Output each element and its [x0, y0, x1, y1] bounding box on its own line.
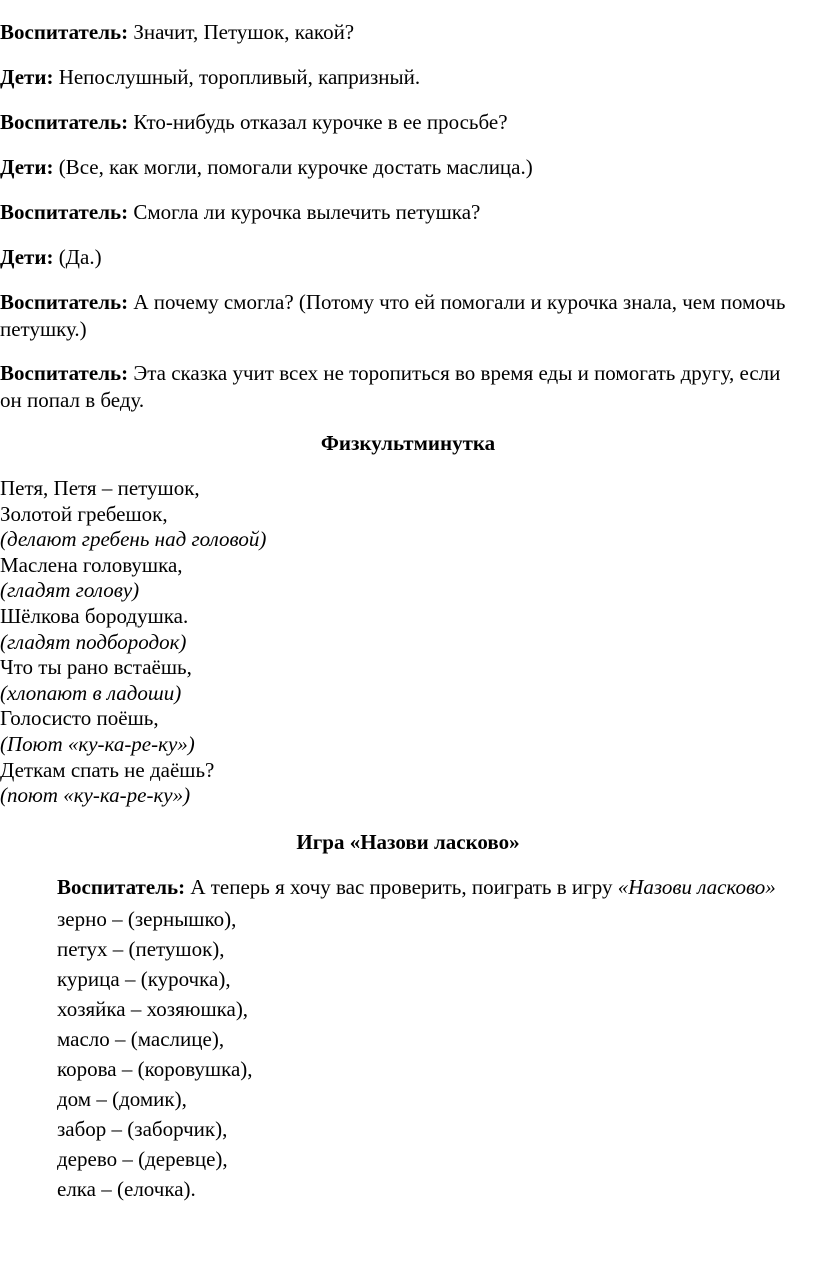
poem-line: Голосисто поёшь,	[0, 706, 159, 731]
speaker-label: Дети:	[0, 65, 54, 89]
section-heading-game: Игра «Назови ласково»	[296, 830, 520, 854]
dialogue-line	[0, 154, 800, 181]
dialogue-text: (Все, как могли, помогали курочке достать маслица.)	[53, 155, 533, 179]
poem-action-line: (гладят подбородок)	[0, 629, 187, 654]
word-item: зерно – (зернышко),	[57, 907, 237, 931]
dialogue-text: Непослушный, торопливый, капризный.	[53, 65, 421, 89]
poem-action-line: (гладят голову)	[0, 578, 140, 603]
poem-line: Что ты рано встаёшь,	[0, 655, 192, 680]
speaker-label: Воспитатель:	[0, 290, 129, 314]
dialogue-line	[0, 19, 800, 46]
dialogue-text: Значит, Петушок, какой?	[128, 20, 355, 44]
section-heading-fizkult: Физкультминутка	[320, 431, 496, 455]
dialogue-line	[0, 64, 800, 91]
poem-line: Шёлкова бородушка.	[0, 603, 189, 628]
speaker-label: Воспитатель:	[0, 110, 129, 134]
poem-line: Золотой гребешок,	[0, 501, 168, 526]
word-item: масло – (маслице),	[57, 1027, 225, 1051]
speaker-label: Воспитатель:	[0, 200, 129, 224]
poem-line: Маслена головушка,	[0, 552, 183, 577]
word-item: дом – (домик),	[57, 1087, 187, 1111]
game-intro-line	[57, 874, 816, 901]
speaker-label: Дети:	[0, 245, 54, 269]
dialogue-line	[0, 244, 800, 271]
dialogue-text: Эта сказка учит всех не торопиться во время еды и помогать другу, если он попал в беду.	[0, 361, 781, 412]
poem-list	[0, 476, 800, 809]
dialogue-text: Кто-нибудь отказал курочке в ее просьбе?	[128, 110, 508, 134]
word-item: елка – (елочка).	[57, 1177, 196, 1201]
poem-action-line: (делают гребень над головой)	[0, 527, 267, 552]
dialogue-text: (Да.)	[53, 245, 102, 269]
word-item: забор – (заборчик),	[57, 1117, 228, 1141]
game-intro-text: А теперь я хочу вас проверить, поиграть в игру	[185, 875, 618, 899]
speaker-label: Воспитатель:	[57, 875, 186, 899]
dialogue-line	[0, 199, 800, 226]
game-name: «Назови ласково»	[617, 875, 776, 899]
poem-action-line: (поют «ку-ка-ре-ку»)	[0, 783, 191, 808]
speaker-label: Воспитатель:	[0, 361, 129, 385]
speaker-label: Дети:	[0, 155, 54, 179]
poem-action-line: (хлопают в ладоши)	[0, 680, 182, 705]
dialogue-text: А почему смогла? (Потому что ей помогали и курочка знала, чем помочь петушку.)	[0, 290, 786, 341]
word-item: хозяйка – хозяюшка),	[57, 997, 249, 1021]
word-list	[57, 904, 253, 1204]
poem-line: Деткам спать не даёшь?	[0, 757, 215, 782]
dialogue-line	[0, 360, 800, 414]
poem-action-line: (Поют «ку-ка-ре-ку»)	[0, 731, 195, 756]
dialogue-line	[0, 109, 800, 136]
word-item: дерево – (деревце),	[57, 1147, 228, 1171]
dialogue-text: Смогла ли курочка вылечить петушка?	[128, 200, 481, 224]
poem-line: Петя, Петя – петушок,	[0, 476, 200, 500]
word-item: петух – (петушок),	[57, 937, 225, 961]
speaker-label: Воспитатель:	[0, 20, 129, 44]
word-item: корова – (коровушка),	[57, 1057, 253, 1081]
word-item: курица – (курочка),	[57, 967, 231, 991]
dialogue-line	[0, 289, 800, 343]
